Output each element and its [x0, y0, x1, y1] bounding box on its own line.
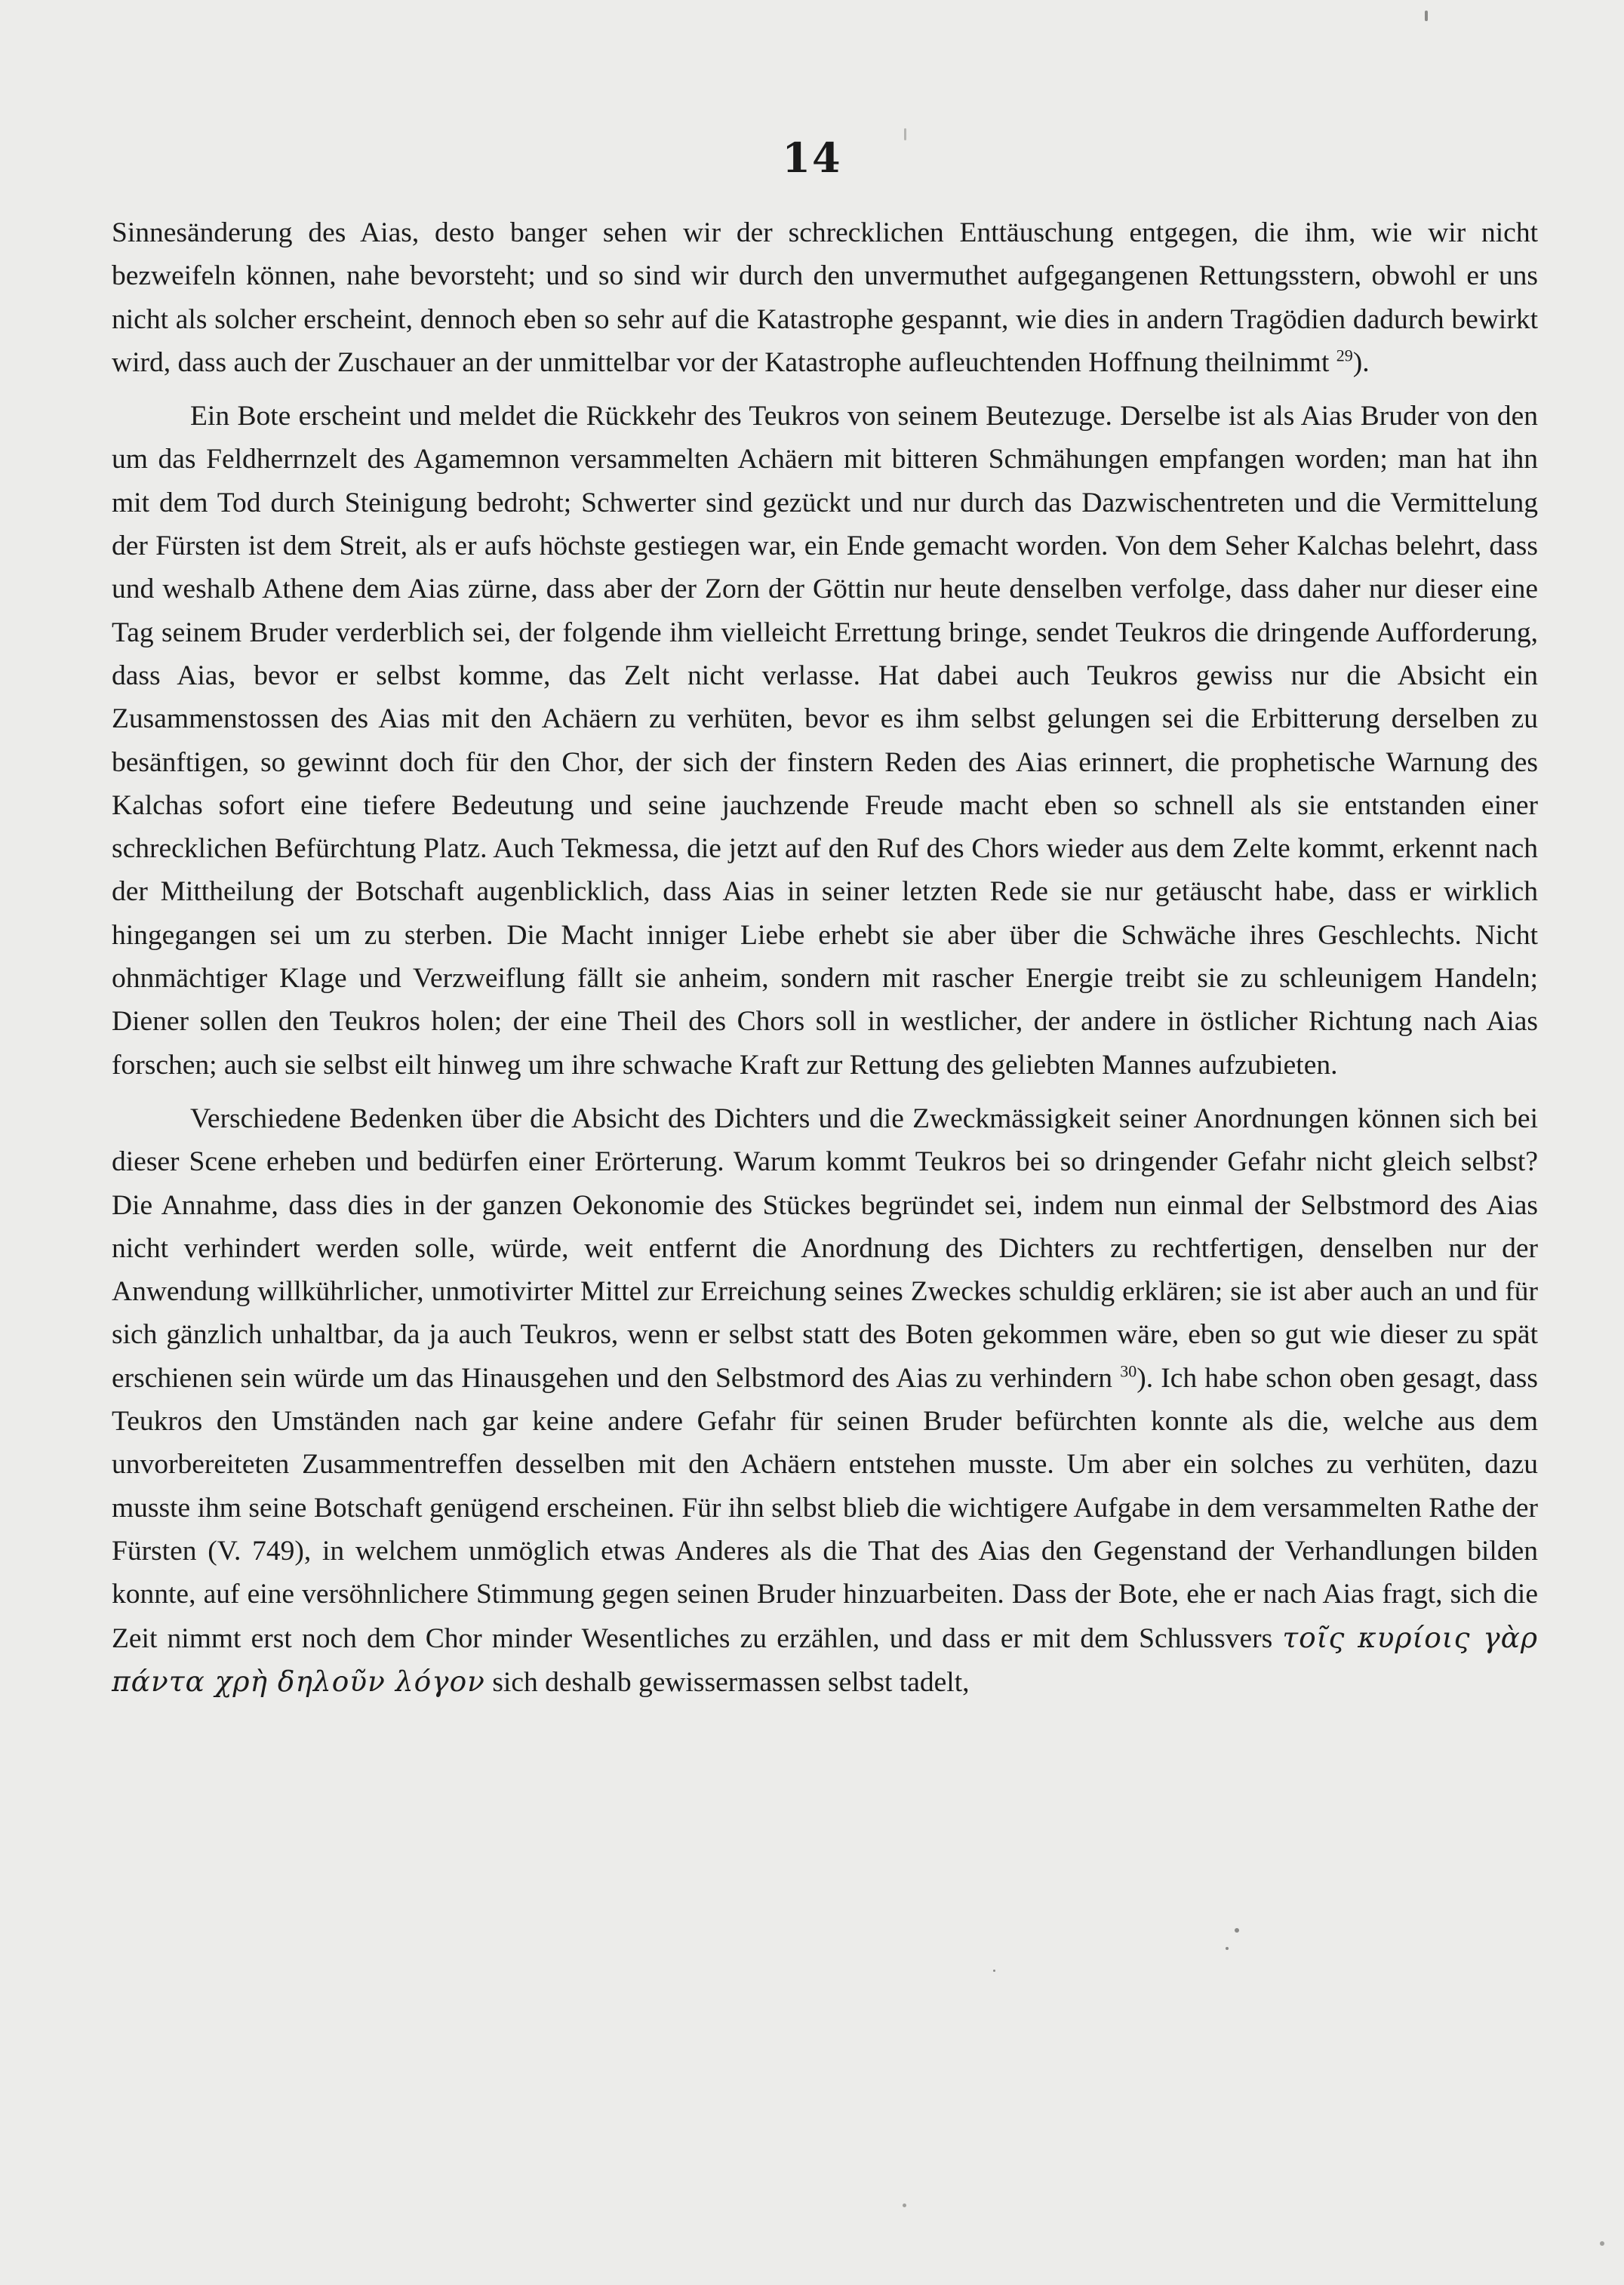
page-number: 14: [782, 134, 842, 182]
paragraph-3-text-end: sich deshalb gewissermassen selbst tadelt,: [492, 1666, 970, 1698]
scan-speck: [1425, 11, 1428, 21]
body-text: [112, 211, 1538, 1704]
paragraph-1-text: Sinnesänderung des Aias, desto banger sehen wir der schrecklichen Enttäuschung entgegen, die ihm, wie wir nicht bezweifeln können, nahe bevorsteht; und so sind wir durch den unvermuthet aufgegangenen Rettungsstern, obwohl er uns nicht als solcher erscheint, dennoch eben so sehr auf die Katastrophe gespannt, wie dies in andern Tragödien dadurch bewirkt wird, dass auch der Zuschauer an der unmittelbar vor der Katastrophe aufleuchtenden Hoffnung theilnimmt: [112, 217, 1538, 378]
paragraph-3-text-before-footnote: Verschiedene Bedenken über die Absicht des Dichters und die Zweckmässigkeit seiner Anordnungen können sich bei dieser Scene erheben und bedürfen einer Erörterung. Warum kommt Teukros bei so dringender Gefahr nicht gleich selbst? Die Annahme, dass dies in der ganzen Oekonomie des Stückes begründet sei, indem nun einmal der Selbstmord des Aias nicht verhindert werden solle, würde, weit entfernt die Anordnung des Dichters zu rechtfertigen, denselben nur der Anwendung willkührlicher, unmotivirter Mittel zur Erreichung seines Zweckes schuldig erklären; sie ist aber auch an und für sich gänzlich unhaltbar, da ja auch Teukros, wenn er selbst statt des Boten gekommen wäre, eben so gut wie dieser zu spät erschienen sein würde um das Hinausgehen und den Selbstmord des Aias zu verhindern: [112, 1103, 1538, 1394]
scan-speck: [904, 128, 906, 140]
footnote-ref-29: 29: [1336, 346, 1353, 365]
paragraph-3-text-after-footnote: ). Ich habe schon oben gesagt, dass Teukros den Umständen nach gar keine andere Gefahr für seinen Bruder befürchten konnte als die, welche aus dem unvorbereiteten Zusammentreffen desselben mit den Achäern entstehen musste. Um aber ein solches zu verhüten, dazu musste ihm seine Botschaft genügend erscheinen. Für ihn selbst blieb die wichtigere Aufgabe in dem versammelten Rathe der Fürsten (V. 749), in welchem unmöglich etwas Anderes als die That des Aias den Gegenstand der Verhandlungen bilden konnte, auf eine versöhnlichere Stimmung gegen seinen Bruder hinzuarbeiten. Dass der Bote, ehe er nach Aias fragt, sich die Zeit nimmt erst noch dem Chor minder Wesentliches zu erzählen, und dass er mit dem Schlussvers: [112, 1362, 1538, 1654]
scan-speck: [1600, 2241, 1604, 2246]
footnote-ref-30: 30: [1120, 1361, 1137, 1381]
scan-speck: [903, 2204, 906, 2207]
paragraph-2-text: Ein Bote erscheint und meldet die Rückkehr des Teukros von seinem Beutezuge. Derselbe ist als Aias Bruder von den um das Feldherrnzelt des Agamemnon versammelten Achäern mit bitteren Schmähungen empfangen worden; man hat ihn mit dem Tod durch Steinigung bedroht; Schwerter sind gezückt und nur durch das Dazwischentreten und die Vermittelung der Fürsten ist dem Streit, als er aufs höchste gestiegen war, ein Ende gemacht worden. Von dem Seher Kalchas belehrt, dass und weshalb Athene dem Aias zürne, dass aber der Zorn der Göttin nur heute denselben verfolge, dass daher nur dieser eine Tag seinem Bruder verderblich sei, der folgende ihm vielleicht Errettung bringe, sendet Teukros die dringende Aufforderung, dass Aias, bevor er selbst komme, das Zelt nicht verlasse. Hat dabei auch Teukros gewiss nur die Absicht ein Zusammenstossen des Aias mit den Achäern zu verhüten, bevor es ihm selbst gelungen sei die Erbitterung derselben zu besänftigen, so gewinnt doch für den Chor, der sich der finstern Reden des Aias erinnert, die prophetische Warnung des Kalchas sofort eine tiefere Bedeutung und seine jauchzende Freude macht eben so schnell als sie entstanden einer schrecklichen Befürchtung Platz. Auch Tekmessa, die jetzt auf den Ruf des Chors wieder aus dem Zelte kommt, erkennt nach der Mittheilung der Botschaft augenblicklich, dass Aias in seiner letzten Rede sie nur getäuscht habe, dass er wirklich hingegangen sei um zu sterben. Die Macht inniger Liebe erhebt sie aber über die Schwäche ihres Geschlechts. Nicht ohnmächtiger Klage und Verzweiflung fällt sie anheim, sondern mit rascher Energie treibt sie zu schleunigem Handeln; Diener sollen den Teukros holen; der eine Theil des Chors soll in westlicher, der andere in östlicher Richtung nach Aias forschen; auch sie selbst eilt hinweg um ihre schwache Kraft zur Rettung des geliebten Mannes aufzubieten.: [112, 401, 1538, 1081]
paragraph-1-tail: ).: [1352, 346, 1370, 378]
scan-speck: [993, 1970, 995, 1972]
paragraph-3: [112, 1097, 1538, 1704]
scan-speck: [1235, 1928, 1239, 1933]
greek-quotation: τοῖς κυρίοις γὰρ πάντα χρὴ δηλοῦν λόγον: [112, 1620, 1538, 1698]
scan-speck: [1226, 1947, 1229, 1950]
paragraph-1: [112, 211, 1538, 384]
paragraph-2: [112, 395, 1538, 1087]
